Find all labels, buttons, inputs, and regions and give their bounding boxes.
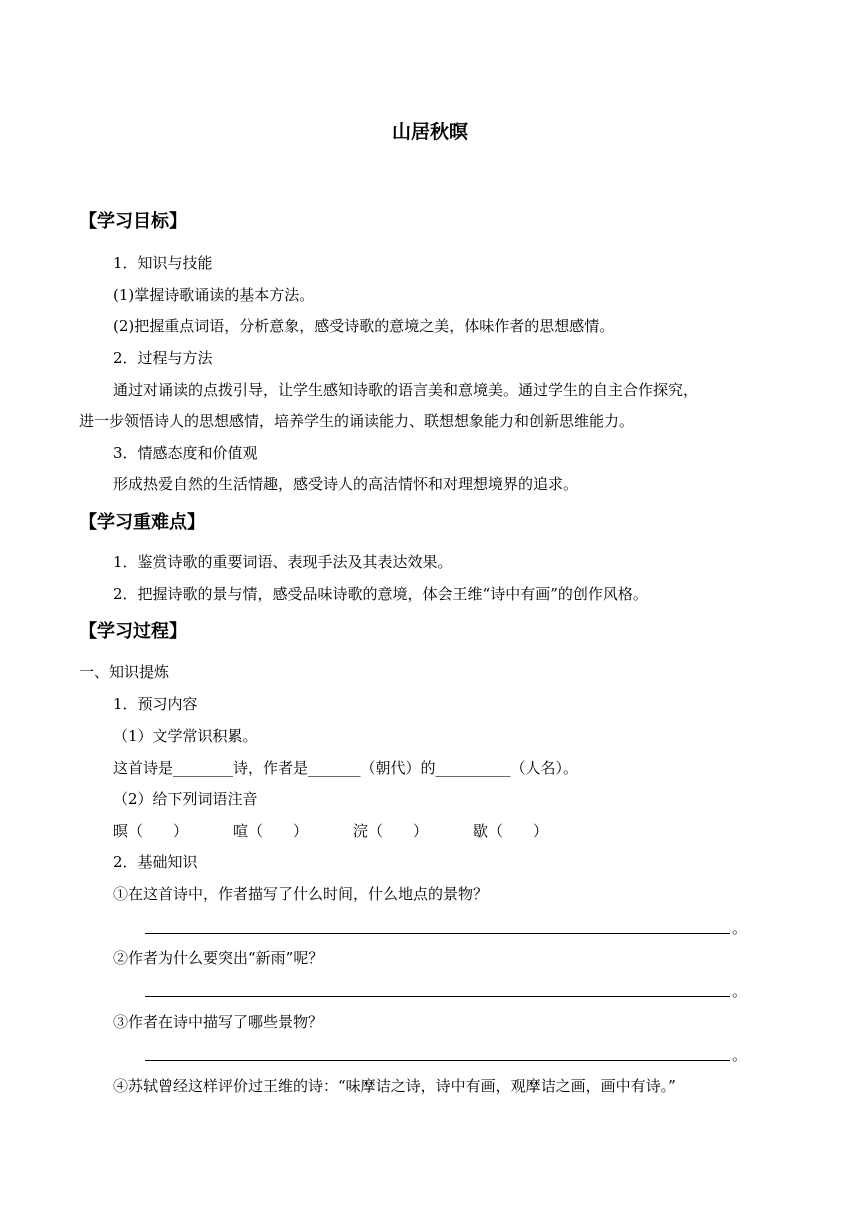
fill-in-line: 这首诗是________诗，作者是_______（朝代）的__________（人名）。 bbox=[113, 759, 579, 777]
objective-3: 3．情感态度和价值观 bbox=[113, 444, 258, 462]
question-4: ④苏轼曾经这样评价过王维的诗：“味摩诘之诗，诗中有画，观摩诘之画，画中有诗。” bbox=[113, 1077, 676, 1095]
answer-line-2 bbox=[145, 996, 730, 997]
basic-knowledge-title: 2．基础知识 bbox=[113, 853, 198, 871]
objective-3-text: 形成热爱自然的生活情趣，感受诗人的高洁情怀和对理想境界的追求。 bbox=[113, 475, 579, 493]
pinyin-title: （2）给下列词语注音 bbox=[113, 790, 258, 808]
question-1: ①在这首诗中，作者描写了什么时间，什么地点的景物？ bbox=[113, 885, 489, 903]
pinyin-item: 浣（ ） bbox=[353, 822, 429, 840]
process-heading: 【学习过程】 bbox=[79, 621, 187, 642]
answer-period: 。 bbox=[732, 982, 748, 1000]
pinyin-item: 暝（ ） bbox=[113, 822, 189, 840]
keypoints-heading: 【学习重难点】 bbox=[79, 512, 205, 533]
answer-period: 。 bbox=[732, 1046, 748, 1064]
pinyin-item: 歇（ ） bbox=[473, 822, 549, 840]
question-2: ②作者为什么要突出“新雨”呢？ bbox=[113, 949, 324, 967]
objective-1: 1．知识与技能 bbox=[113, 254, 213, 272]
page-title: 山居秋暝 bbox=[391, 121, 468, 143]
objective-2-text-2: 进一步领悟诗人的思想感情，培养学生的诵读能力、联想想象能力和创新思维能力。 bbox=[79, 412, 635, 430]
question-3: ③作者在诗中描写了哪些景物？ bbox=[113, 1013, 324, 1031]
keypoint-2: 2．把握诗歌的景与情，感受品味诗歌的意境，体会王维“诗中有画”的创作风格。 bbox=[113, 585, 648, 603]
objective-2: 2．过程与方法 bbox=[113, 349, 213, 367]
answer-period: 。 bbox=[732, 919, 748, 937]
keypoint-1: 1．鉴赏诗歌的重要词语、表现手法及其表达效果。 bbox=[113, 553, 453, 571]
answer-line-3 bbox=[145, 1060, 730, 1061]
literature-title: （1）文学常识积累。 bbox=[113, 727, 258, 745]
pinyin-item: 喧（ ） bbox=[233, 822, 309, 840]
objective-1a: (1)掌握诗歌诵读的基本方法。 bbox=[113, 286, 315, 304]
part-1-title: 一、知识提炼 bbox=[79, 663, 170, 681]
answer-line-1 bbox=[145, 933, 730, 934]
pinyin-row bbox=[113, 821, 593, 841]
objectives-heading: 【学习目标】 bbox=[79, 211, 187, 232]
objective-2-text-1: 通过对诵读的点拨引导，让学生感知诗歌的语言美和意境美。通过学生的自主合作探究， bbox=[113, 381, 699, 399]
objective-1b: (2)把握重点词语，分析意象，感受诗歌的意境之美，体味作者的思想感情。 bbox=[113, 317, 615, 335]
preview-title: 1．预习内容 bbox=[113, 695, 198, 713]
